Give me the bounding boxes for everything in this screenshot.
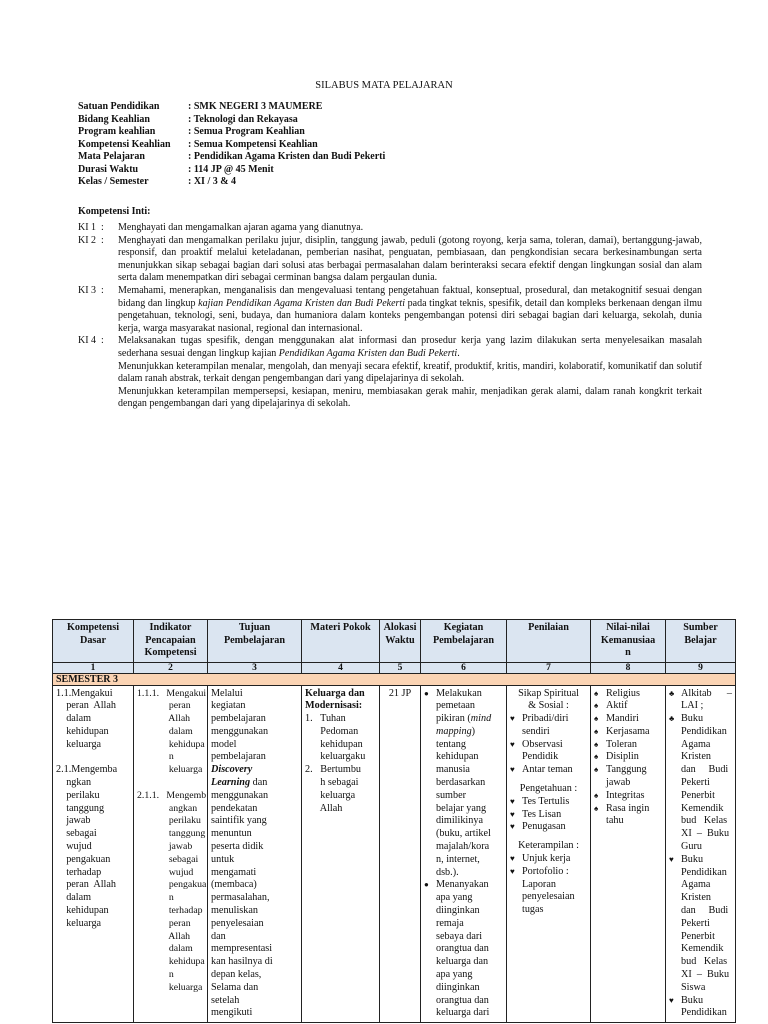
ki-label: KI 1 : — [78, 222, 104, 233]
column-header: Nilai-nilai Kemanusiaa n — [591, 620, 666, 663]
sumber-item — [669, 854, 732, 995]
meta-key: Program keahlian — [78, 126, 156, 137]
heart-icon: ♥ — [510, 739, 515, 749]
column-number: 4 — [302, 662, 380, 673]
penilaian-item-text: Unjuk kerja — [522, 853, 571, 865]
penilaian-item — [510, 853, 587, 866]
penilaian-heading: Sikap Spiritual & Sosial : — [518, 687, 579, 712]
heart-icon: ♥ — [510, 854, 515, 864]
meta-row — [78, 114, 385, 127]
kd-cell: 1.1.Mengakui peran Allah dalam kehidupan keluarga 2.1.Mengemba ngkan perilaku tanggung jawab sebagai wujud pengakuan terhadap peran Allah dalam kehidupan keluarga — [53, 685, 134, 1023]
syllabus-table — [52, 619, 736, 1023]
nilai-item — [594, 726, 662, 739]
kegiatan-item — [424, 879, 503, 1020]
spade-icon: ♠ — [594, 726, 599, 736]
column-header: Indikator Pencapaian Kompetensi — [134, 620, 208, 663]
meta-value: : Semua Program Keahlian — [188, 126, 305, 137]
ki-label: KI 2 : — [78, 234, 104, 246]
penilaian-item — [510, 739, 587, 765]
penilaian-item — [510, 796, 587, 809]
kegiatan-text-part: ) tentang kehidupan manusia berdasarkan sumber belajar yang dimilikinya (buku, artikel majalah/kora n, internet, dsb.). — [436, 725, 491, 878]
column-header: Kompetensi Dasar — [53, 620, 134, 663]
meta-key: Kompetensi Keahlian — [78, 138, 171, 150]
meta-row — [78, 151, 385, 164]
nilai-item — [594, 764, 662, 790]
meta-row — [78, 164, 385, 177]
bullet-icon: ● — [424, 688, 429, 698]
tujuan-text: dan menggunakan pendekatan saintifik yang menuntun peserta didik untuk mengamati (membaca) permasalahan, menuliskan penyelesaian dan mempresentasi kan hasilnya di depan kelas, Selama dan setelah mengikuti — [211, 777, 273, 1019]
ki-label: KI 4 : — [78, 335, 104, 347]
spade-icon: ♠ — [594, 752, 599, 762]
alokasi-cell: 21 JP — [380, 685, 421, 1023]
meta-value: : Teknologi dan Rekayasa — [188, 113, 298, 125]
penilaian-item-text: Penugasan — [522, 821, 566, 833]
meta-value: : Semua Kompetensi Keahlian — [188, 138, 318, 150]
heart-icon: ♥ — [510, 765, 515, 775]
heart-icon: ♥ — [669, 995, 674, 1005]
spade-icon: ♠ — [594, 701, 599, 711]
nilai-item-text: Integritas — [606, 789, 645, 801]
sumber-cell — [666, 685, 736, 1023]
column-number: 6 — [421, 662, 507, 673]
ki-text — [118, 285, 702, 335]
column-header: Sumber Belajar — [666, 620, 736, 663]
nilai-item — [594, 688, 662, 701]
sumber-item — [669, 713, 732, 854]
nilai-item — [594, 739, 662, 752]
nilai-cell — [591, 685, 666, 1023]
heart-icon: ♥ — [510, 809, 515, 819]
ki-text-part: . — [457, 347, 460, 359]
meta-value: : 114 JP @ 45 Menit — [188, 163, 274, 175]
ki-text-part: pada tingkat teknis, spesifik, detail dan kompleks berkenaan dengan ilmu pengetahuan, teknologi, seni, budaya, dan humaniora dalam konteks pengembangan potensi diri sebagai bagian dari keluarga, sekolah, dunia kerja, warga masyarakat nasional, regional dan internasional. — [118, 297, 702, 334]
ki-text: Menghayati dan mengamalkan perilaku jujur, disiplin, tanggung jawab, peduli (gotong royong, kerja sama, toleran, damai), bertanggung-jawab, responsif, dan proaktif melalui keteladanan, pemberian nasihat, penguatan, pembiasaan, dan pengkondisian secara berkesinambungan serta menunjukkan sikap sebagai bagian dari solusi atas berbagai permasalahan dalam berinteraksi secara efektif dengan lingkungan sosial dan alam serta dalam menempatkan diri sebagai cerminan bangsa dalam pergaulan dunia. — [118, 234, 702, 284]
kegiatan-item — [424, 688, 503, 880]
spade-icon: ♠ — [594, 714, 599, 724]
penilaian-cell — [507, 685, 591, 1023]
materi-title: Keluarga dan Modernisasi: — [305, 687, 365, 712]
nilai-item-text: Aktif — [606, 700, 628, 712]
materi-item: 2. Bertumbu h sebagai keluarga Allah — [305, 764, 362, 814]
spade-icon: ♠ — [594, 803, 599, 813]
ki-label: KI 3 : — [78, 284, 104, 296]
ki-text-part: Memahami, menerapkan, menganalisis dan mengevaluasi tentang pengetahuan faktual, konseptual, prosedural, dan metakognitif sesuai dengan bidang dan lingkup — [118, 284, 702, 309]
ki-text-part: Melaksanakan tugas spesifik, dengan menggunakan alat informasi dan prosedur kerja yang lazim dilakukan serta menyelesaikan masalah sederhana sesuai dengan lingkup kajian — [118, 335, 702, 359]
sumber-item — [669, 688, 732, 714]
column-number: 2 — [134, 662, 208, 673]
sumber-item-text: Buku Pendidikan — [681, 994, 727, 1019]
club-icon: ♣ — [669, 688, 675, 698]
ki-text-italic: Pendidikan Agama Kristen dan Budi Pekerti — [278, 347, 458, 359]
meta-row — [78, 176, 385, 189]
kegiatan-text-part: Melakukan pemetaan pikiran ( — [436, 687, 482, 725]
heart-icon: ♥ — [510, 714, 515, 724]
kompetensi-inti — [78, 222, 702, 411]
column-header: Penilaian — [507, 620, 591, 663]
tujuan-cell — [208, 685, 302, 1023]
semester-label: SEMESTER 3 — [53, 673, 736, 685]
penilaian-item-text: Portofolio : Laporan penyelesaian tugas — [522, 865, 575, 916]
column-header: Kegiatan Pembelajaran — [421, 620, 507, 663]
penilaian-item — [510, 821, 587, 834]
nilai-item-text: Tanggung jawab — [606, 764, 647, 789]
ki-text-italic: kajian Pendidikan Agama Kristen dan Budi Pekerti — [198, 297, 405, 309]
meta-key: Mata Pelajaran — [78, 151, 145, 162]
meta-row — [78, 139, 385, 152]
penilaian-item-text: Observasi Pendidik — [522, 738, 563, 763]
kegiatan-italic: mind mapping — [436, 713, 492, 737]
table-row — [53, 685, 736, 1023]
ipk-cell: 1.1.1. Mengakui peran Allah dalam kehidupa n keluarga 2.1.1. Mengemb angkan perilaku tanggung jawab sebagai wujud pengakua n terhadap peran Allah dalam kehidupa n keluarga — [134, 685, 208, 1023]
ki-paragraph: Menunjukkan keterampilan mempersepsi, kesiapan, meniru, membiasakan gerak mahir, menjadikan gerak alami, dalam ranah kongkrit terkait dengan pengembangan dari yang dipelajarinya di sekolah. — [118, 385, 702, 410]
nilai-item-text: Toleran — [606, 738, 637, 750]
heart-icon: ♥ — [669, 854, 674, 864]
bullet-icon: ● — [424, 880, 429, 890]
column-header: Alokasi Waktu — [380, 620, 421, 663]
kegiatan-text — [436, 879, 489, 1020]
nilai-item — [594, 790, 662, 803]
column-number: 7 — [507, 662, 591, 673]
meta-key: Durasi Waktu — [78, 163, 139, 175]
identity-block — [78, 101, 385, 189]
penilaian-item-text: Tes Tertulis — [522, 795, 570, 807]
heart-icon: ♥ — [510, 866, 515, 876]
column-number: 8 — [591, 662, 666, 673]
ki-text — [118, 335, 702, 411]
meta-key: Kelas / Semester — [78, 176, 149, 187]
penilaian-heading: Pengetahuan : — [519, 783, 578, 795]
nilai-item-text: Mandiri — [606, 713, 639, 725]
document-title: SILABUS MATA PELAJARAN — [315, 80, 453, 91]
spade-icon: ♠ — [594, 765, 599, 775]
column-number: 5 — [380, 662, 421, 673]
nilai-item — [594, 751, 662, 764]
materi-item: 1. Tuhan Pedoman kehidupan keluargaku — [305, 713, 366, 763]
penilaian-item-text: Pribadi/diri sendiri — [522, 713, 569, 737]
kegiatan-text — [436, 688, 491, 880]
meta-key: Satuan Pendidikan — [78, 101, 160, 112]
ki-heading: Kompetensi Inti: — [78, 206, 151, 217]
penilaian-item — [510, 713, 587, 739]
spade-icon: ♠ — [594, 739, 599, 749]
nilai-item-text: Religius — [606, 687, 640, 699]
nilai-item — [594, 803, 662, 829]
penilaian-item — [510, 764, 587, 777]
penilaian-item — [510, 809, 587, 822]
nilai-item — [594, 700, 662, 713]
column-number: 3 — [208, 662, 302, 673]
penilaian-item-text: Tes Lisan — [522, 808, 562, 820]
column-header: Materi Pokok — [302, 620, 380, 663]
meta-key: Bidang Keahlian — [78, 113, 150, 125]
kegiatan-cell — [421, 685, 507, 1023]
ki-text: Menghayati dan mengamalkan ajaran agama yang dianutnya. — [118, 222, 364, 233]
meta-value: : SMK NEGERI 3 MAUMERE — [188, 101, 323, 112]
heart-icon: ♥ — [510, 796, 515, 806]
nilai-item-text: Rasa ingin tahu — [606, 802, 650, 827]
heart-icon: ♥ — [510, 822, 515, 832]
tujuan-text: Melalui kegiatan pembelajaran menggunakan model pembelajaran — [211, 687, 269, 763]
sumber-item-text: Alkitab – LAI ; — [681, 687, 732, 712]
sumber-item-text: Buku Pendidikan Agama Kristen dan Budi Pekerti Penerbit Kemendik bud Kelas XI – Buku Siswa — [681, 853, 730, 993]
column-header: Tujuan Pembelajaran — [208, 620, 302, 663]
sumber-item-text: Buku Pendidikan Agama Kristen dan Budi Pekerti Penerbit Kemendik bud Kelas XI – Buku Guru — [681, 713, 730, 853]
meta-value: : Pendidikan Agama Kristen dan Budi Pekerti — [188, 151, 386, 162]
penilaian-item — [510, 866, 587, 917]
penilaian-heading: Keterampilan : — [518, 840, 579, 852]
nilai-item — [594, 713, 662, 726]
club-icon: ♣ — [669, 714, 675, 724]
nilai-item-text: Kerjasama — [606, 725, 650, 737]
kegiatan-text-part: Menanyakan apa yang diinginkan remaja sebaya dari orangtua dan keluarga dan apa yang diinginkan orangtua dan keluarga dari — [436, 879, 490, 1019]
meta-row — [78, 101, 385, 114]
spade-icon: ♠ — [594, 688, 599, 698]
meta-row — [78, 126, 385, 139]
sumber-item — [669, 995, 732, 1021]
meta-value: : XI / 3 & 4 — [188, 176, 237, 187]
materi-cell — [302, 685, 380, 1023]
penilaian-item-text: Antar teman — [522, 764, 573, 776]
tujuan-emphasis: Discovery Learning — [211, 764, 253, 789]
ki-paragraph: Menunjukkan keterampilan menalar, mengolah, dan menyaji secara efektif, kreatif, produktif, kritis, mandiri, kolaboratif, komunikatif dan solutif dalam ranah abstrak, terkait dengan pengembangan dari yang dipelajarinya di sekolah. — [118, 360, 702, 385]
nilai-item-text: Disiplin — [606, 751, 639, 763]
column-number: 1 — [53, 662, 134, 673]
spade-icon: ♠ — [594, 790, 599, 800]
column-number: 9 — [666, 662, 736, 673]
